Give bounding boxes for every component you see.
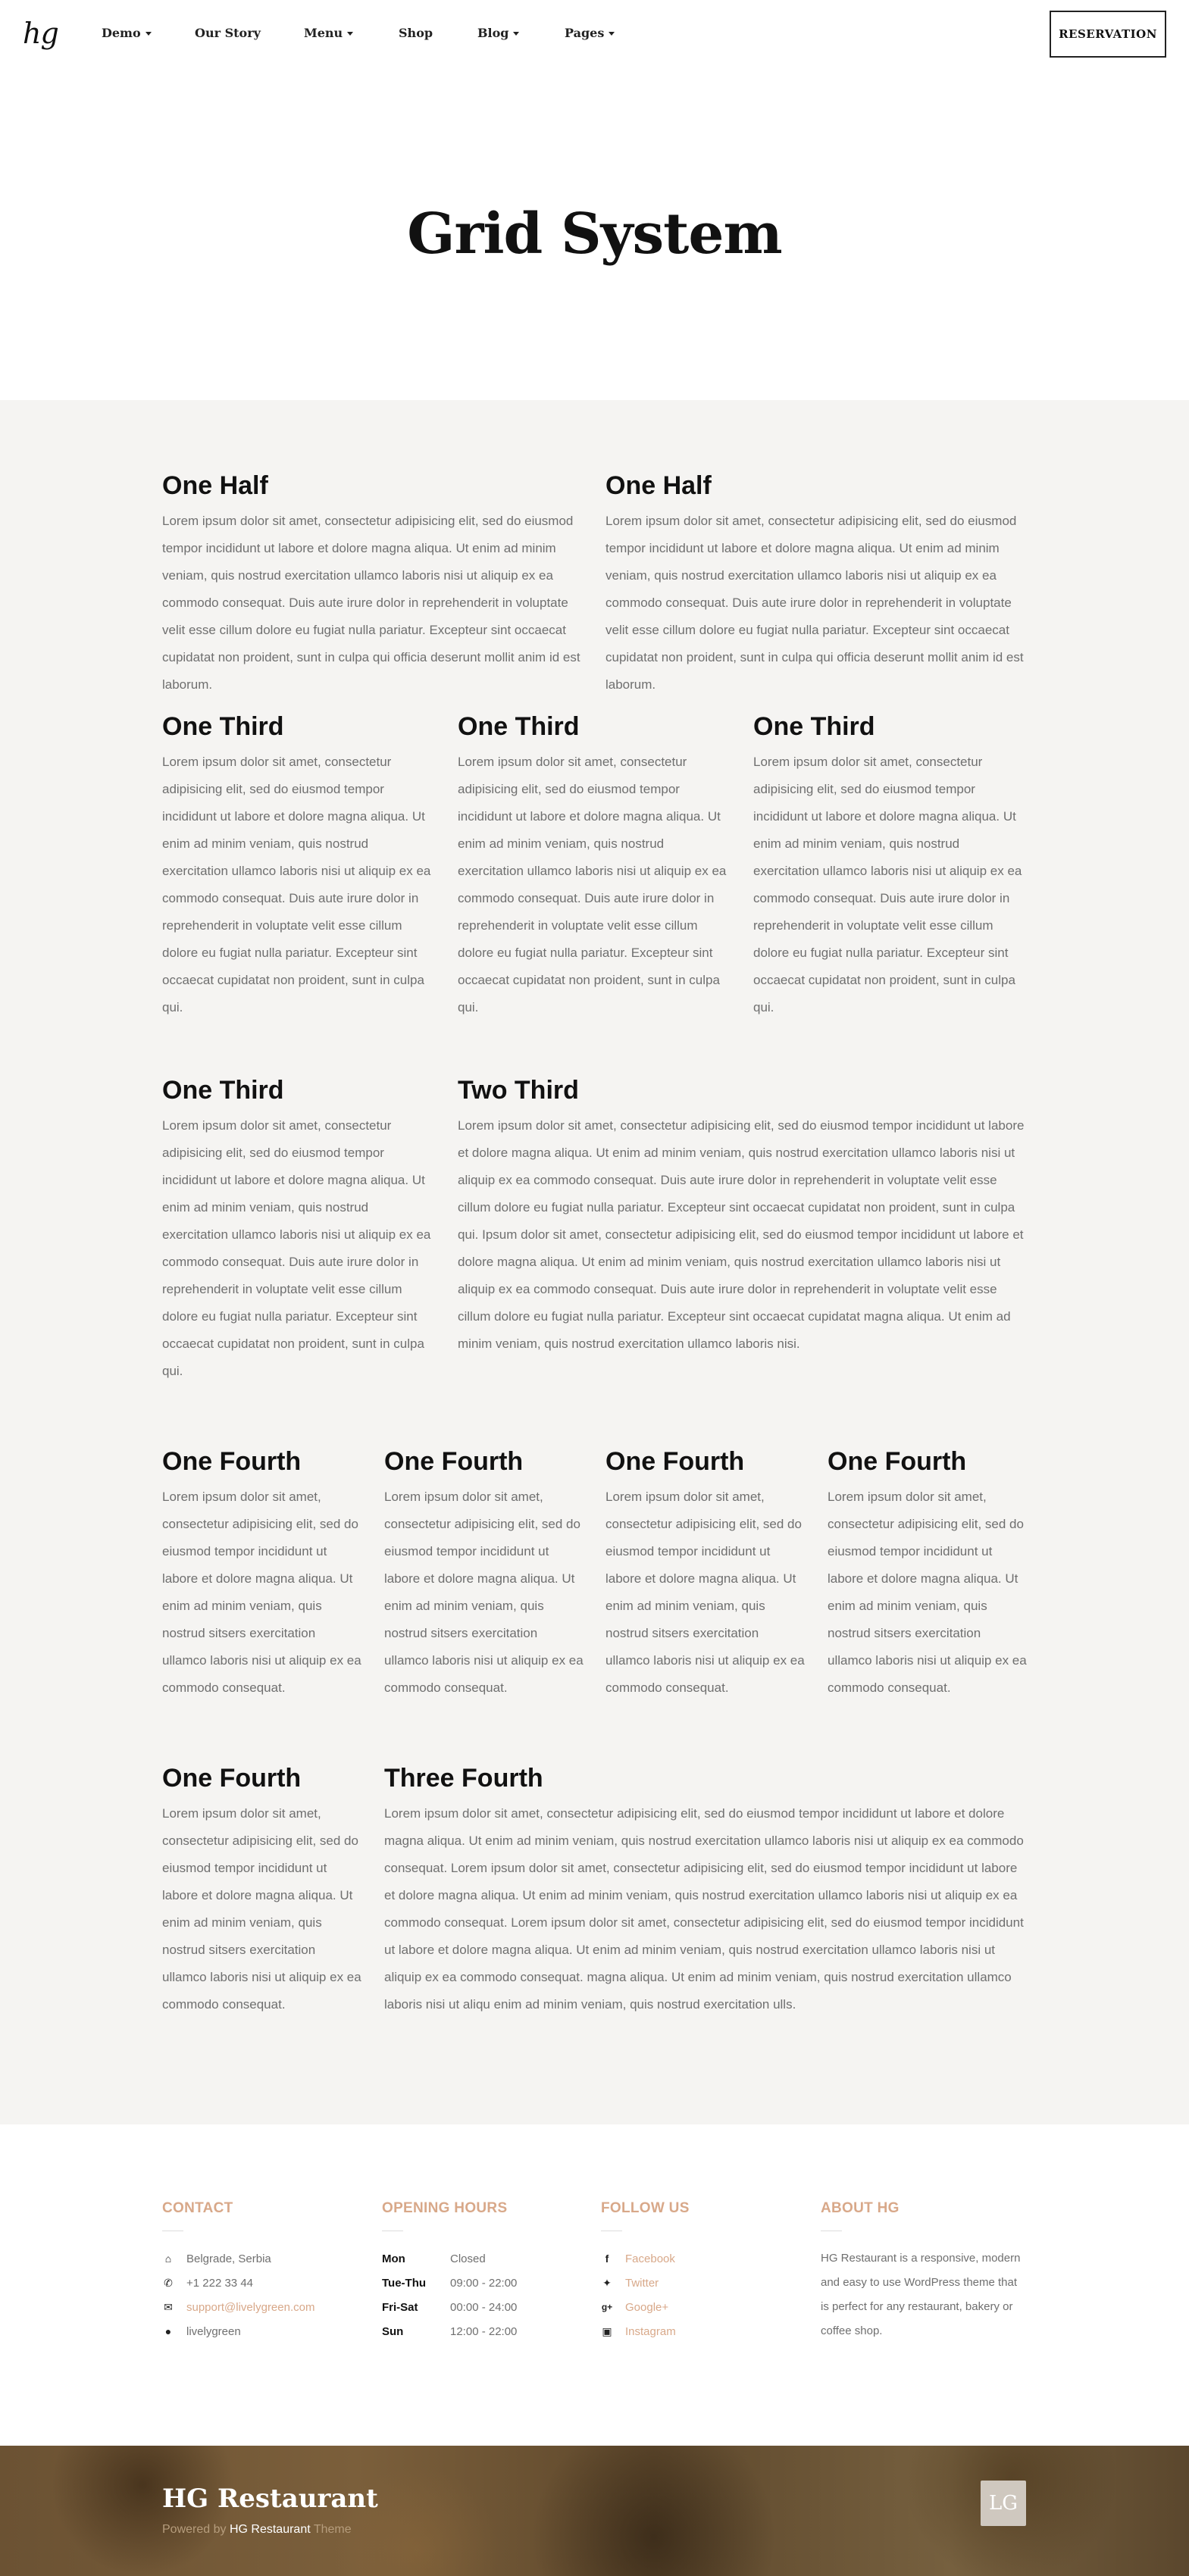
col-text: Lorem ipsum dolor sit amet, consectetur adipisicing elit, sed do eiusmod tempor incididunt ut labore et dolore magna aliqua. Ut enim ad minim veniam, quis nostrud sitsers exercitation ullamco laboris nisi ut aliquip ex ea commodo consequat. bbox=[162, 1806, 361, 2012]
col-title: One Fourth bbox=[384, 1447, 524, 1476]
brand-badge-icon: LG bbox=[981, 2481, 1026, 2526]
contact-text: Belgrade, Serbia bbox=[186, 2252, 271, 2265]
col-title: One Fourth bbox=[162, 1764, 302, 1793]
page-hero bbox=[0, 68, 1189, 400]
hours-row bbox=[382, 2271, 579, 2295]
hours-time: Closed bbox=[450, 2252, 486, 2265]
envelope-icon: ✉ bbox=[164, 2300, 173, 2313]
footer-contact bbox=[162, 2200, 359, 2343]
nav-item-blog[interactable] bbox=[477, 26, 519, 40]
footer-about bbox=[821, 2200, 1033, 2343]
footer-heading: CONTACT bbox=[162, 2200, 233, 2216]
grid-col-one-third bbox=[753, 706, 1026, 1021]
site-logo[interactable]: hg bbox=[23, 17, 58, 50]
contact-item bbox=[162, 2319, 359, 2343]
nav-label: Demo bbox=[102, 26, 141, 40]
hours-time: 00:00 - 24:00 bbox=[450, 2300, 518, 2314]
powered-prefix: Powered by bbox=[162, 2523, 227, 2536]
col-title: One Fourth bbox=[162, 1447, 302, 1476]
col-title: One Third bbox=[753, 712, 875, 741]
footer-opening-hours bbox=[382, 2200, 579, 2343]
col-text: Lorem ipsum dolor sit amet, consectetur adipisicing elit, sed do eiusmod tempor incididunt ut labore et dolore magna aliqua. Ut enim ad minim veniam, quis nostrud exercitation ullamco laboris nisi ut aliquip ex ea commodo consequat. Duis aute irure dolor in reprehenderit in voluptate velit esse cillum dolore eu fugiat nulla pariatur. Excepteur sint occaecat cupidatat non proident, sunt in culpa qui officia deserunt mollit anim id est laborum. bbox=[605, 514, 1024, 692]
grid-content bbox=[0, 400, 1189, 2124]
grid-col-one-third bbox=[162, 706, 435, 1021]
social-label[interactable]: Google+ bbox=[625, 2300, 669, 2314]
col-title: One Fourth bbox=[828, 1447, 967, 1476]
footer-brand: HG Restaurant bbox=[162, 2484, 378, 2514]
grid-col-three-fourth bbox=[384, 1758, 1028, 2018]
social-link-instagram[interactable] bbox=[601, 2319, 798, 2343]
instagram-icon: ▣ bbox=[602, 2324, 612, 2337]
twitter-icon: ✦ bbox=[602, 2276, 612, 2289]
col-text: Lorem ipsum dolor sit amet, consectetur adipisicing elit, sed do eiusmod tempor incididunt ut labore et dolore magna aliqua. Ut enim ad minim veniam, quis nostrud sitsers exercitation ullamco laboris nisi ut aliquip ex ea commodo consequat. bbox=[605, 1490, 805, 1695]
footer-heading: ABOUT HG bbox=[821, 2200, 900, 2216]
footer-widgets bbox=[0, 2124, 1189, 2446]
nav-item-menu[interactable] bbox=[304, 26, 353, 40]
col-title: One Half bbox=[605, 471, 712, 500]
nav-item-shop[interactable] bbox=[399, 26, 433, 40]
facebook-icon: f bbox=[605, 2252, 609, 2265]
hours-row bbox=[382, 2295, 579, 2319]
nav-item-pages[interactable] bbox=[565, 26, 615, 40]
col-text: Lorem ipsum dolor sit amet, consectetur adipisicing elit, sed do eiusmod tempor incididunt ut labore et dolore magna aliqua. Ut enim ad minim veniam, quis nostrud exercitation ullamco laboris nisi ut aliquip ex ea commodo consequat. Lorem ipsum dolor sit amet, consectetur adipisicing elit, sed do eiusmod tempor incididunt ut labore et dolore magna aliqua. Ut enim ad minim veniam, quis nostrud exercitation ullamco laboris nisi ut aliquip ex ea commodo consequat. Lorem ipsum dolor sit amet, consectetur adipisicing elit, sed do eiusmod tempor incididunt ut labore et dolore magna aliqua. Ut enim ad minim veniam, quis nostrud exercitation ullamco laboris nisi ut aliquip ex ea commodo consequat. magna aliqua. Ut enim ad minim veniam, quis nostrud exercitation ullamco laboris nisi ut aliqu enim ad minim veniam, quis nostrud exercitation ulls. bbox=[384, 1806, 1024, 2012]
nav-label: Menu bbox=[304, 26, 343, 40]
contact-text: livelygreen bbox=[186, 2324, 241, 2338]
grid-col-one-half bbox=[605, 465, 1026, 699]
contact-item bbox=[162, 2246, 359, 2271]
col-text: Lorem ipsum dolor sit amet, consectetur adipisicing elit, sed do eiusmod tempor incididunt ut labore et dolore magna aliqua. Ut enim ad minim veniam, quis nostrud exercitation ullamco laboris nisi ut aliquip ex ea commodo consequat. Duis aute irure dolor in reprehenderit in voluptate velit esse cillum dolore eu fugiat nulla pariatur. Excepteur sint occaecat cupidatat non proident, sunt in culpa qui. Ipsum dolor sit amet, consectetur adipisicing elit, sed do eiusmod tempor incididunt ut labore et dolore magna aliqua. Ut enim ad minim veniam, quis nostrud exercitation ullamco laboris nisi ut aliquip ex ea commodo consequat. Duis aute irure dolor in reprehenderit in voluptate velit esse cillum dolore eu fugiat nulla pariatur. Excepteur sint occaecat cupidatat magna aliqua. Ut enim ad minim veniam, quis nostrud exercitation ullamco laboris nisi. bbox=[458, 1118, 1025, 1351]
nav-label: Shop bbox=[399, 26, 433, 40]
powered-by bbox=[162, 2523, 352, 2537]
powered-suffix: Theme bbox=[313, 2523, 352, 2536]
footer-heading: FOLLOW US bbox=[601, 2200, 690, 2216]
col-title: One Third bbox=[162, 712, 284, 741]
nav-label: Our Story bbox=[195, 26, 261, 40]
reservation-button[interactable]: RESERVATION bbox=[1050, 11, 1166, 58]
contact-item bbox=[162, 2271, 359, 2295]
col-title: Three Fourth bbox=[384, 1764, 543, 1793]
col-text: Lorem ipsum dolor sit amet, consectetur adipisicing elit, sed do eiusmod tempor incididunt ut labore et dolore magna aliqua. Ut enim ad minim veniam, quis nostrud sitsers exercitation ullamco laboris nisi ut aliquip ex ea commodo consequat. bbox=[162, 1490, 361, 1695]
hours-row bbox=[382, 2246, 579, 2271]
contact-item bbox=[162, 2295, 359, 2319]
col-title: One Fourth bbox=[605, 1447, 745, 1476]
about-text: HG Restaurant is a responsive, modern and easy to use WordPress theme that is perfect for any restaurant, bakery or coffee shop. bbox=[821, 2252, 1021, 2337]
grid-col-one-third bbox=[458, 706, 731, 1021]
grid-col-one-fourth bbox=[384, 1441, 585, 1702]
grid-col-one-fourth bbox=[605, 1441, 806, 1702]
hours-time: 12:00 - 22:00 bbox=[450, 2324, 518, 2338]
col-text: Lorem ipsum dolor sit amet, consectetur adipisicing elit, sed do eiusmod tempor incididunt ut labore et dolore magna aliqua. Ut enim ad minim veniam, quis nostrud exercitation ullamco laboris nisi ut aliquip ex ea commodo consequat. Duis aute irure dolor in reprehenderit in voluptate velit esse cillum dolore eu fugiat nulla pariatur. Excepteur sint occaecat cupidatat non proident, sunt in culpa qui officia deserunt mollit anim id est laborum. bbox=[162, 514, 580, 692]
social-link-twitter[interactable] bbox=[601, 2271, 798, 2295]
caret-down-icon bbox=[513, 32, 519, 36]
grid-col-one-fourth bbox=[162, 1441, 363, 1702]
col-text: Lorem ipsum dolor sit amet, consectetur adipisicing elit, sed do eiusmod tempor incididunt ut labore et dolore magna aliqua. Ut enim ad minim veniam, quis nostrud sitsers exercitation ullamco laboris nisi ut aliquip ex ea commodo consequat. bbox=[384, 1490, 584, 1695]
col-text: Lorem ipsum dolor sit amet, consectetur adipisicing elit, sed do eiusmod tempor incididunt ut labore et dolore magna aliqua. Ut enim ad minim veniam, quis nostrud exercitation ullamco laboris nisi ut aliquip ex ea commodo consequat. Duis aute irure dolor in reprehenderit in voluptate velit esse cillum dolore eu fugiat nulla pariatur. Excepteur sint occaecat cupidatat non proident, sunt in culpa qui. bbox=[458, 755, 727, 1014]
col-text: Lorem ipsum dolor sit amet, consectetur adipisicing elit, sed do eiusmod tempor incididunt ut labore et dolore magna aliqua. Ut enim ad minim veniam, quis nostrud exercitation ullamco laboris nisi ut aliquip ex ea commodo consequat. Duis aute irure dolor in reprehenderit in voluptate velit esse cillum dolore eu fugiat nulla pariatur. Excepteur sint occaecat cupidatat non proident, sunt in culpa qui. bbox=[753, 755, 1022, 1014]
social-label[interactable]: Facebook bbox=[625, 2252, 675, 2265]
caret-down-icon bbox=[609, 32, 615, 36]
col-text: Lorem ipsum dolor sit amet, consectetur adipisicing elit, sed do eiusmod tempor incididunt ut labore et dolore magna aliqua. Ut enim ad minim veniam, quis nostrud exercitation ullamco laboris nisi ut aliquip ex ea commodo consequat. Duis aute irure dolor in reprehenderit in voluptate velit esse cillum dolore eu fugiat nulla pariatur. Excepteur sint occaecat cupidatat non proident, sunt in culpa qui. bbox=[162, 755, 431, 1014]
col-title: One Third bbox=[162, 1076, 284, 1105]
hours-day: Tue-Thu bbox=[382, 2276, 427, 2290]
col-title: One Half bbox=[162, 471, 268, 500]
email-link[interactable]: support@livelygreen.com bbox=[186, 2300, 315, 2314]
page-title: Grid System bbox=[407, 202, 782, 267]
grid-col-one-half bbox=[162, 465, 583, 699]
col-text: Lorem ipsum dolor sit amet, consectetur adipisicing elit, sed do eiusmod tempor incididunt ut labore et dolore magna aliqua. Ut enim ad minim veniam, quis nostrud sitsers exercitation ullamco laboris nisi ut aliquip ex ea commodo consequat. bbox=[828, 1490, 1027, 1695]
caret-down-icon bbox=[347, 32, 353, 36]
hours-row bbox=[382, 2319, 579, 2343]
nav-item-demo[interactable] bbox=[102, 26, 152, 40]
social-link-facebook[interactable] bbox=[601, 2246, 798, 2271]
grid-col-two-third bbox=[458, 1070, 1026, 1358]
social-label[interactable]: Twitter bbox=[625, 2276, 659, 2290]
nav-label: Blog bbox=[477, 26, 509, 40]
nav-item-our-story[interactable] bbox=[195, 26, 261, 40]
theme-link[interactable]: HG Restaurant bbox=[229, 2523, 311, 2536]
site-header bbox=[0, 0, 1189, 68]
home-icon: ⌂ bbox=[164, 2252, 172, 2265]
footer-heading: OPENING HOURS bbox=[382, 2200, 508, 2216]
grid-col-one-third bbox=[162, 1070, 435, 1385]
hours-day: Fri-Sat bbox=[382, 2300, 418, 2314]
hours-day: Mon bbox=[382, 2252, 405, 2265]
social-link-google-plus[interactable] bbox=[601, 2295, 798, 2319]
phone-icon: ✆ bbox=[164, 2276, 173, 2289]
footer-follow-us bbox=[601, 2200, 798, 2343]
nav-label: Pages bbox=[565, 26, 605, 40]
hours-day: Sun bbox=[382, 2324, 404, 2338]
caret-down-icon bbox=[145, 32, 152, 36]
grid-col-one-fourth bbox=[162, 1758, 363, 2018]
hours-time: 09:00 - 22:00 bbox=[450, 2276, 518, 2290]
social-label[interactable]: Instagram bbox=[625, 2324, 676, 2338]
google-plus-icon: g+ bbox=[601, 2302, 613, 2312]
col-text: Lorem ipsum dolor sit amet, consectetur adipisicing elit, sed do eiusmod tempor incididunt ut labore et dolore magna aliqua. Ut enim ad minim veniam, quis nostrud exercitation ullamco laboris nisi ut aliquip ex ea commodo consequat. Duis aute irure dolor in reprehenderit in voluptate velit esse cillum dolore eu fugiat nulla pariatur. Excepteur sint occaecat cupidatat non proident, sunt in culpa qui. bbox=[162, 1118, 431, 1378]
skype-icon: ● bbox=[164, 2325, 172, 2337]
contact-text: +1 222 33 44 bbox=[186, 2276, 254, 2290]
col-title: One Third bbox=[458, 712, 580, 741]
footer-bottom-bar bbox=[0, 2446, 1189, 2576]
grid-col-one-fourth bbox=[828, 1441, 1028, 1702]
col-title: Two Third bbox=[458, 1076, 579, 1105]
